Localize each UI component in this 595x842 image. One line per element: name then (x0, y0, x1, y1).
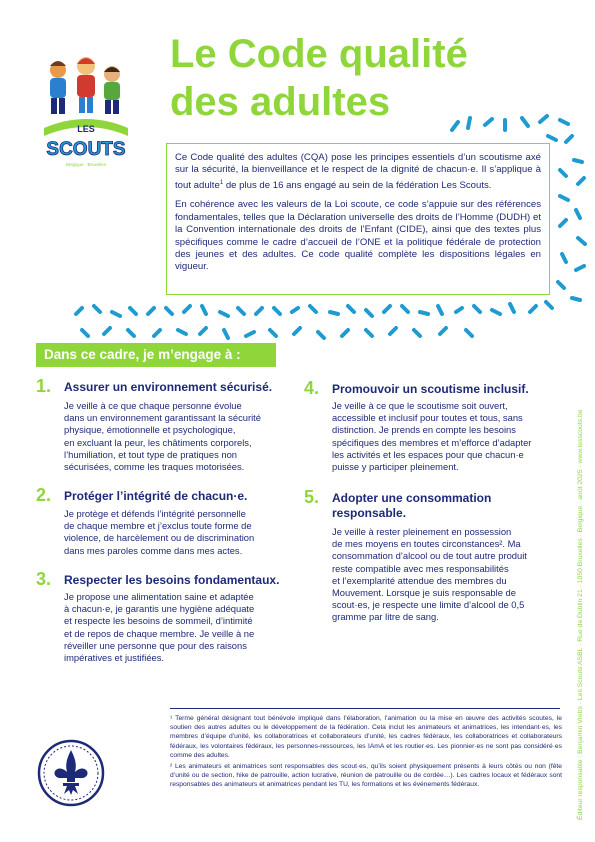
section-banner: Dans ce cadre, je m’engage à : (36, 343, 276, 367)
footnote-1: ¹ Terme général désignant tout bénévole impliqué dans l’élaboration, l’animation ou la mise en œuvre des activités scoutes, le soutien des autres adultes ou le développement de la fédération. Cela inclut les animateurs et animatrices, les intendant·es, les membres d’équipe d’unité, les collaboratrices et collaborateurs d’unité, les cadres fédéraux, les collaboratrices et collaborateurs fédéraux, les volontaires fédéraux, les personnes-ressources, les IAmA et les routier·es. Les pionnier·es ne sont pas considéré·es comme des adultes. (170, 715, 562, 759)
commitment-heading: Protéger l’intégrité de chacun·e. (64, 489, 248, 503)
commitment-item-3 (36, 569, 306, 673)
commitment-item-5 (304, 487, 566, 631)
intro-box (166, 143, 550, 295)
footnote-ref-1: 1 (219, 179, 224, 186)
title-line-2: des adultes (170, 80, 391, 124)
les-scouts-logo (36, 52, 136, 172)
publisher-vertical-text: Éditeur responsable : Benjamin Vrebs · Les Scouts ASBL · Rue de Dublin 21 · 1050 Bruxelles · Belgique · août 2025 · www.lesscouts.be (577, 409, 584, 820)
logo-wordmark: SCOUTS (46, 139, 126, 160)
svg-text:Belgique · Bruxelles: Belgique · Bruxelles (65, 162, 107, 167)
commitment-number: 5. (304, 487, 320, 507)
intro-paragraph-1: Ce Code qualité des adultes (CQA) pose les principes essentiels d’un scoutisme axé sur la sécurité, la bienveillance et le respect de la dignité de chacun·e. Il s’applique à tout adulte$^1$ de plus de 16 ans engagé au sein de la fédération Les Scouts. (175, 152, 541, 191)
commitment-item-1 (36, 376, 296, 490)
page-title (170, 30, 570, 126)
footnote-2: ² Les animateurs et animatrices sont responsables des scout·es, qu’ils soient physiquement présents à leurs côtés ou non (fête d’unité ou de section, hike de patrouille, action lucrative, réunion de patrouille ou de cordée…). Les cadres locaux et fédéraux sont responsables des animateurs et animatrices pendant les TU, les formations et les événements fédéraux. (170, 763, 562, 789)
commitment-body: Je protège et défends l’intégrité personnelle de chaque membre et j’exclus toute forme de violence, de harcèlement ou de discrimination dans mes paroles comme dans mes actes. (64, 508, 255, 556)
commitment-number: 3. (36, 569, 52, 589)
commitment-number: 4. (304, 378, 320, 398)
commitment-heading: Respecter les besoins fondamentaux. (64, 573, 280, 587)
commitment-number: 2. (36, 485, 52, 505)
commitment-number: 1. (36, 376, 52, 396)
svg-text:LES: LES (77, 124, 95, 134)
title-line-1: Le Code qualité (170, 32, 468, 76)
commitment-item-4 (304, 378, 566, 492)
commitment-heading: Adopter une consommation responsable. (332, 491, 492, 520)
commitment-body: Je propose une alimentation saine et adaptée à chacun·e, je garantis une hygiène adéquate et respecte les besoins de sommeil, d’intimité et de repos de chaque membre. Je veille à ne réveiller une personne que pour des raisons impératives et justifiées. (64, 591, 255, 664)
intro-paragraph-2: En cohérence avec les valeurs de la Loi scoute, ce code s’appuie sur des références fondamentales, telles que la Déclaration universelle des droits de l’Homme (DUDH) et la Convention internationale des droits de l’Enfant (CIDE), ainsi que des textes plus spécifiques comme le cadre d’accueil de l’ONE et la politique fédérale de protection des jeunes et des adultes. Ce code qualité complète les dispositions légales en vigueur. (175, 199, 541, 273)
fleur-de-lis-emblem (36, 738, 106, 808)
commitment-body: Je veille à rester pleinement en possession de mes moyens en toutes circonstances². Ma consommation d’alcool ou de tout autre produit reste compatible avec mes responsabilités et l’exemplarité attendue des membres du Mouvement. Lorsque je suis responsable de scout·es, je respecte une limite d’alcool de 0,5 gramme par litre de sang. (332, 526, 527, 623)
scout-figures-illustration (50, 57, 120, 114)
footnote-divider (170, 708, 560, 709)
commitment-item-2 (36, 485, 296, 569)
commitment-heading: Promouvoir un scoutisme inclusif. (332, 382, 529, 396)
commitment-body: Je veille à ce que le scoutisme soit ouvert, accessible et inclusif pour toutes et tous, sans distinction. Je prends en compte les besoins spécifiques des membres et m’efforce d’adapter les activités et les espaces pour que chacun·e puisse y participer pleinement. (332, 400, 532, 473)
commitment-body: Je veille à ce que chaque personne évolue dans un environnement garantissant la sécurité physique, émotionnelle et psychologique, en excluant la peur, les châtiments corporels, l’humiliation, et tout type de pratiques non sécurisées, comme les traques motorisées. (64, 400, 261, 473)
footnotes (170, 714, 562, 792)
commitment-heading: Assurer un environnement sécurisé. (64, 380, 273, 394)
